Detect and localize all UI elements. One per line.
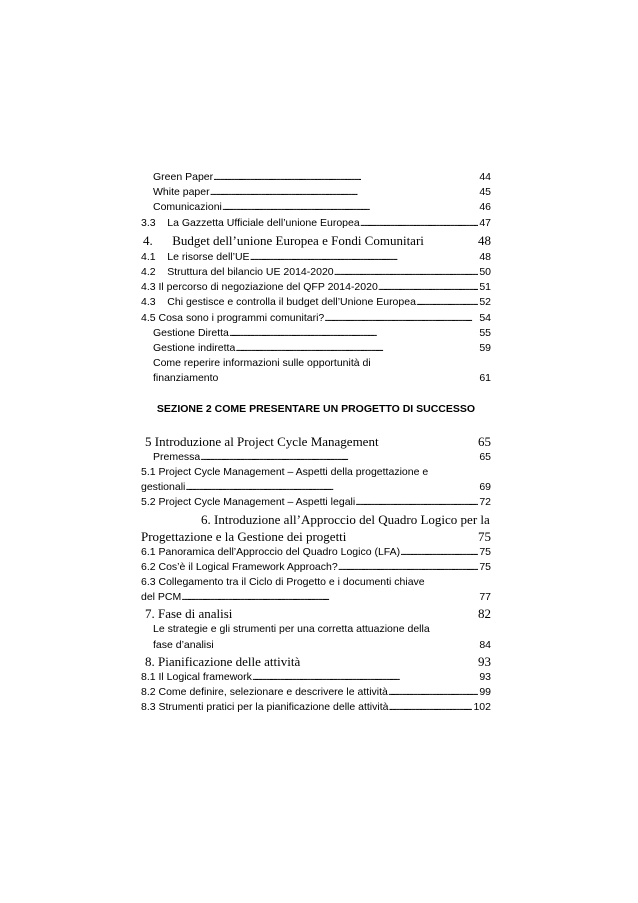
toc-entry-6-2: [141, 560, 491, 575]
toc-leader-dots: [235, 341, 478, 356]
toc-page-number: 52: [479, 296, 491, 309]
toc-leader-dots: [338, 560, 479, 575]
toc-entry-title-line2: fase d’analisi: [153, 638, 214, 651]
toc-page-number: 51: [479, 281, 491, 294]
toc-page-number: 82: [478, 606, 491, 622]
toc-leader-dots: [355, 495, 478, 510]
toc-leader-dots: [200, 450, 478, 465]
toc-entry-4-1: [141, 250, 491, 265]
toc-page-number: 93: [478, 653, 491, 669]
toc-leader-dots: [181, 590, 478, 605]
toc-chapter-6: [141, 511, 491, 545]
toc-entry-4-2: [141, 265, 491, 280]
toc-entry-8-3: [141, 700, 491, 715]
toc-leader-dots: [334, 265, 479, 280]
toc-entry-title-line2: del PCM: [141, 591, 182, 604]
toc-page-number: 84: [479, 638, 491, 651]
toc-entry-reperire-informazioni: [141, 356, 491, 386]
toc-page-number: 99: [479, 686, 491, 699]
toc-entry-title: 5.2 Project Cycle Management – Aspetti legali: [141, 496, 356, 509]
toc-entry-white-paper: [141, 185, 491, 200]
toc-page-number: 69: [479, 481, 491, 494]
toc-entry-4-5: [141, 311, 491, 326]
toc-chapter-title: 8. Pianificazione delle attività: [145, 653, 301, 669]
toc-leader-dots: [229, 326, 478, 341]
toc-page-number: 46: [479, 201, 491, 214]
toc-entry-5-1: [141, 465, 491, 495]
toc-entry-title: 8.2 Come definire, selezionare e descrivere le attività: [141, 686, 388, 699]
toc-entry-title: 6.1 Panoramica dell’Approccio del Quadro Logico (LFA): [141, 545, 401, 558]
toc-entry-title: 4.1 Le risorse dell’UE: [141, 250, 250, 263]
toc-page-number: 50: [479, 266, 491, 279]
toc-entry-8-2: [141, 685, 491, 700]
toc-entry-8-1: [141, 670, 491, 685]
toc-entry-title-line2: finanziamento: [153, 372, 219, 385]
toc-entry-title: Gestione indiretta: [153, 342, 236, 355]
toc-entry-premessa: [141, 450, 491, 465]
toc-entry-title-line1: 5.1 Project Cycle Management – Aspetti della progettazione e: [141, 466, 429, 479]
toc-entry-strategie-strumenti: [141, 622, 491, 652]
toc-leader-dots: [360, 216, 479, 231]
toc-entry-4-3b: [141, 295, 491, 310]
toc-page-number: 59: [479, 342, 491, 355]
toc-page-number: 55: [479, 326, 491, 339]
toc-page-number: 72: [479, 496, 491, 509]
toc-entry-title: 6.2 Cos’è il Logical Framework Approach?: [141, 560, 338, 573]
toc-chapter-title-line1: 6. Introduzione all’Approccio del Quadro Logico per la: [201, 511, 490, 527]
toc-entry-title: Comunicazioni: [153, 201, 222, 214]
toc-entry-title: 8.3 Strumenti pratici per la pianificazione delle attività: [141, 701, 389, 714]
toc-chapter-5: [141, 433, 491, 450]
toc-chapter-title: 4. Budget dell’unione Europea e Fondi Comunitari: [143, 232, 424, 248]
toc-leader-dots: [416, 295, 478, 310]
toc-leader-dots: [324, 311, 478, 326]
toc-page-number: 77: [479, 591, 491, 604]
toc-page-number: 45: [479, 186, 491, 199]
toc-leader-dots: [378, 280, 479, 295]
toc-entry-6-3: [141, 575, 491, 605]
toc-page-number: 44: [479, 171, 491, 183]
toc-page-number: 65: [479, 450, 491, 463]
toc-entry-3-3: [141, 216, 491, 231]
toc-leader-dots: [185, 480, 478, 495]
toc-entry-title: Gestione Diretta: [153, 326, 229, 339]
toc-page-number: 102: [473, 701, 491, 714]
toc-chapter-title-line2: Progettazione e la Gestione dei progetti: [141, 528, 347, 544]
toc-leader-dots: [388, 685, 478, 700]
toc-page-number: 93: [479, 670, 491, 683]
toc-page-number: 48: [478, 232, 491, 248]
toc-leader-dots: [213, 170, 478, 185]
toc-page-number: 61: [479, 372, 491, 385]
toc-entry-title-line1: Le strategie e gli strumenti per una corretta attuazione della: [153, 623, 430, 636]
toc-entry-title-line2: gestionali: [141, 481, 186, 494]
toc-entry-title: White paper: [153, 186, 210, 199]
toc-entry-title: Premessa: [153, 450, 201, 463]
toc-entry-5-2: [141, 495, 491, 510]
toc-page-number: 47: [479, 216, 491, 229]
toc-leader-dots: [388, 700, 472, 715]
toc-entry-title-line1: 6.3 Collegamento tra il Ciclo di Progetto e i documenti chiave: [141, 576, 425, 589]
toc-leader-dots: [252, 670, 478, 685]
toc-page-number: 75: [479, 560, 491, 573]
toc-chapter-7: [141, 605, 491, 622]
toc-chapter-8: [141, 653, 491, 670]
toc-leader-dots: [210, 185, 479, 200]
toc-entry-title: 4.3 Chi gestisce e controlla il budget dell’Unione Europea: [141, 296, 416, 309]
toc-entry-comunicazioni: [141, 200, 491, 215]
toc-entry-6-1: [141, 545, 491, 560]
toc-entry-4-3a: [141, 280, 491, 295]
toc-entry-title: 4.3 Il percorso di negoziazione del QFP 2014-2020: [141, 281, 378, 294]
toc-entry-title: 4.5 Cosa sono i programmi comunitari?: [141, 311, 325, 324]
toc-chapter-title: 5 Introduzione al Project Cycle Management: [145, 433, 379, 449]
toc-page-number: 54: [479, 311, 491, 324]
toc-entry-title: 8.1 Il Logical framework: [141, 670, 252, 683]
toc-page-number: 75: [478, 528, 491, 544]
table-of-contents: [141, 170, 491, 715]
toc-page-number: 48: [479, 250, 491, 263]
toc-leader-dots: [400, 545, 478, 560]
toc-leader-dots: [250, 250, 479, 265]
toc-page-number: 75: [479, 545, 491, 558]
toc-chapter-title: 7. Fase di analisi: [145, 606, 233, 622]
toc-entry-green-paper: [141, 170, 491, 185]
toc-entry-title-line1: Come reperire informazioni sulle opportunità di: [153, 357, 371, 370]
toc-entry-title: 4.2 Struttura del bilancio UE 2014-2020: [141, 266, 334, 279]
toc-entry-gestione-diretta: [141, 326, 491, 341]
toc-page-number: 65: [478, 433, 491, 449]
toc-entry-title: 3.3 La Gazzetta Ufficiale dell’unione Europea: [141, 216, 360, 229]
toc-chapter-4: [141, 232, 491, 249]
section-heading: SEZIONE 2 COME PRESENTARE UN PROGETTO DI SUCCESSO: [156, 402, 476, 415]
toc-leader-dots: [222, 200, 478, 215]
toc-entry-title: Green Paper: [153, 171, 214, 183]
toc-entry-gestione-indiretta: [141, 341, 491, 356]
